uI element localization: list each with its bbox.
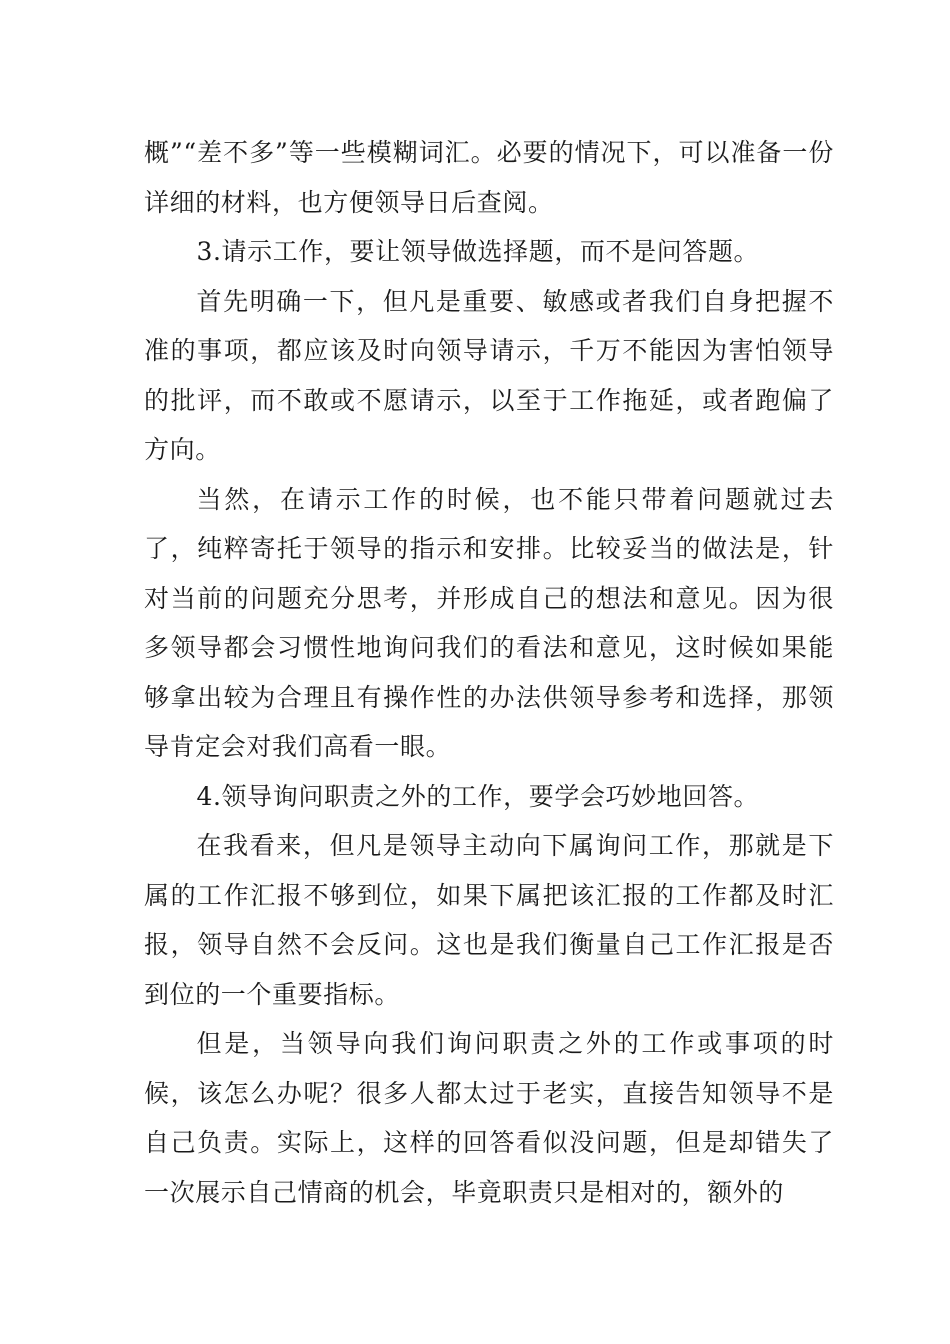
paragraph: 在我看来，但凡是领导主动向下属询问工作，那就是下属的工作汇报不够到位，如果下属把该汇报的工作都及时汇报，领导自然不会反问。这也是我们衡量自己工作汇报是否到位的一个重要指标。 (144, 831, 834, 1009)
document-body (144, 128, 834, 1217)
section-heading-3: 3.请示工作，要让领导做选择题，而不是问答题。 (196, 237, 760, 266)
paragraph-continuation: 概”“差不多”等一些模糊词汇。必要的情况下，可以准备一份详细的材料，也方便领导日后查阅。 (144, 138, 834, 217)
section-heading-4: 4.领导询问职责之外的工作，要学会巧妙地回答。 (196, 781, 760, 811)
paragraph: 首先明确一下，但凡是重要、敏感或者我们自身把握不准的事项，都应该及时向领导请示，千万不能因为害怕领导的批评，而不敢或不愿请示，以至于工作拖延，或者跑偏了方向。 (144, 286, 834, 464)
paragraph: 但是，当领导向我们询问职责之外的工作或事项的时候，该怎么办呢？很多人都太过于老实，直接告知领导不是自己负责。实际上，这样的回答看似没问题，但是却错失了一次展示自己情商的机会，毕竟职责只是相对的，额外的 (144, 1029, 834, 1207)
paragraph: 当然，在请示工作的时候，也不能只带着问题就过去了，纯粹寄托于领导的指示和安排。比较妥当的做法是，针对当前的问题充分思考，并形成自己的想法和意见。因为很多领导都会习惯性地询问我们的看法和意见，这时候如果能够拿出较为合理且有操作性的办法供领导参考和选择，那领导肯定会对我们高看一眼。 (144, 484, 834, 761)
